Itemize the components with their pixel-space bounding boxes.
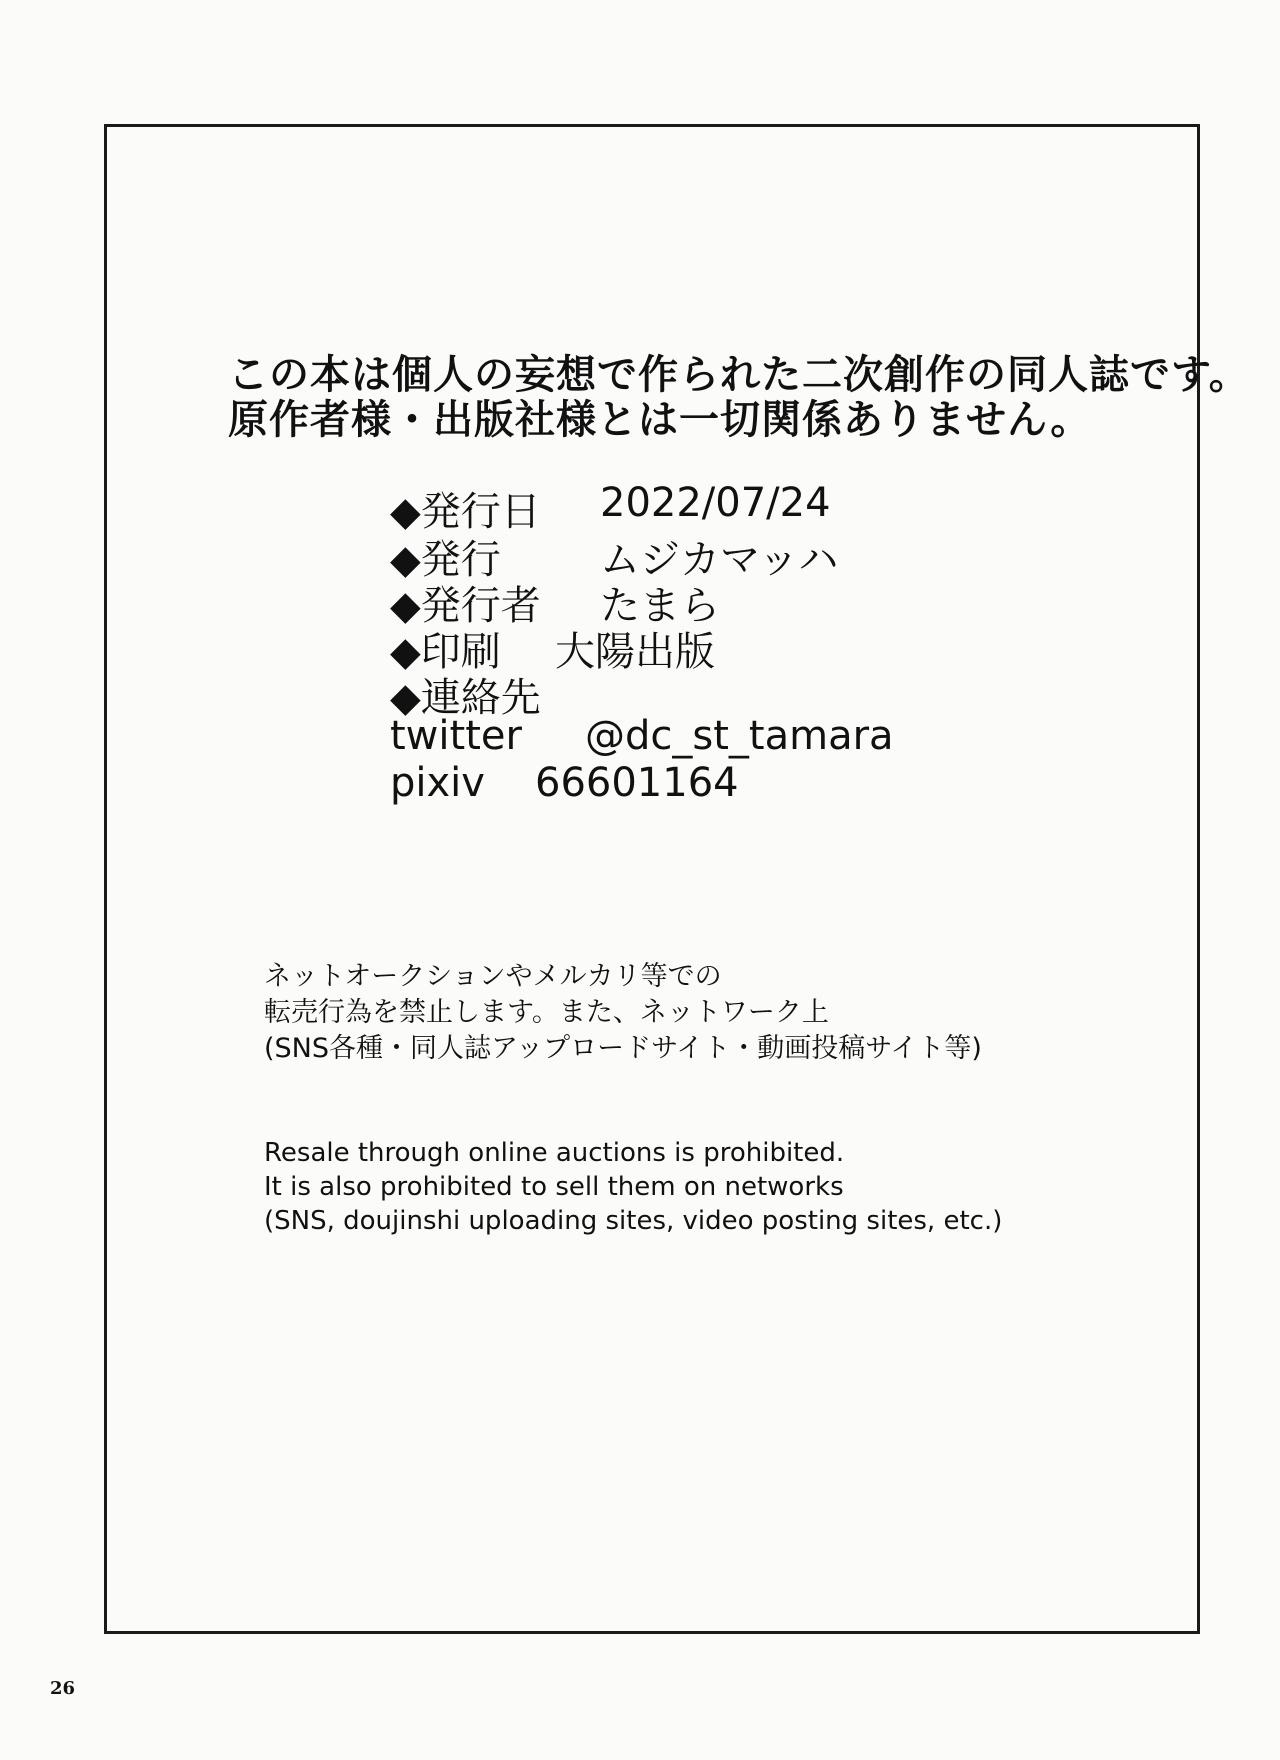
colophon-twitter-label: twitter: [390, 713, 522, 759]
colophon-printer-label: ◆印刷: [390, 629, 501, 675]
colophon-issuer-value: たまら: [600, 583, 720, 629]
colophon-pixiv-id: 66601164: [535, 760, 739, 806]
disclaimer-line-2: 原作者様・出版社様とは一切関係ありません。: [228, 397, 1092, 443]
colophon-publisher-value: ムジカマッハ: [600, 537, 839, 583]
colophon-pixiv-row: [390, 760, 739, 806]
colophon-issuer-label: ◆発行者: [390, 583, 541, 629]
colophon-twitter-row: [390, 713, 894, 759]
page-number: 26: [50, 1678, 76, 1699]
colophon-twitter-handle: @dc_st_tamara: [585, 713, 894, 759]
notice-en-line-1: Resale through online auctions is prohibited.: [264, 1138, 845, 1168]
notice-jp-line-1: ネットオークションやメルカリ等での: [264, 961, 722, 992]
notice-en-line-3: (SNS, doujinshi uploading sites, video posting sites, etc.): [264, 1206, 1003, 1236]
disclaimer-line-1: この本は個人の妄想で作られた二次創作の同人誌です。: [228, 352, 1250, 398]
notice-jp-line-3: (SNS各種・同人誌アップロードサイト・動画投稿サイト等): [264, 1033, 982, 1064]
notice-jp-line-2: 転売行為を禁止します。また、ネットワーク上: [264, 997, 829, 1028]
colophon-publisher-label: ◆発行: [390, 537, 501, 583]
colophon-date-value: 2022/07/24: [600, 480, 831, 526]
colophon-printer-value: 大陽出版: [555, 629, 715, 675]
notice-en-line-2: It is also prohibited to sell them on networks: [264, 1172, 844, 1202]
colophon-date-label: ◆発行日: [390, 489, 541, 535]
colophon-pixiv-label: pixiv: [390, 760, 485, 806]
colophon-contact-label: ◆連絡先: [390, 675, 541, 721]
